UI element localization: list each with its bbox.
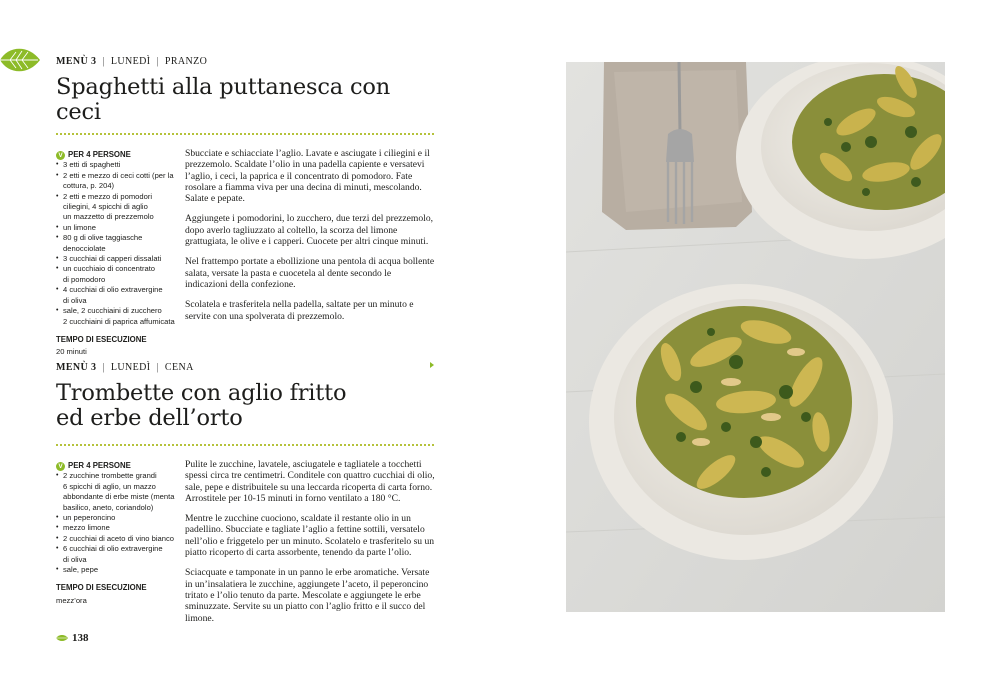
ingredient-item: di oliva bbox=[63, 554, 87, 564]
ingredient-item: 6 spicchi di aglio, un mazzo bbox=[63, 481, 156, 491]
step-paragraph: Scolatela e trasferitela nella padella, saltate per un minuto e servite con una spolverata di prezzemolo. bbox=[185, 299, 414, 322]
servings-label: PER 4 PERSONE bbox=[68, 150, 131, 159]
step-paragraph: Nel frattempo portate a ebollizione una pentola di acqua bollente salata, versate la pasta e cuocetela al dente secondo le indicazioni della confezione. bbox=[185, 256, 435, 290]
menu-label: MENÙ 3 bbox=[56, 362, 97, 373]
page-number bbox=[56, 632, 89, 644]
ingredient-item: • un cucchiaio di concentrato bbox=[56, 264, 178, 274]
time-value: mezz’ora bbox=[56, 595, 87, 605]
recipe-1-menu-line: MENÙ 3 | LUNEDÌ | PRANZO bbox=[56, 56, 208, 67]
ingredient-item: • 2 zucchine trombette grandi bbox=[56, 471, 178, 481]
ingredient-item: • 2 cucchiai di aceto di vino bianco bbox=[56, 534, 178, 544]
servings-label: PER 4 PERSONE bbox=[68, 461, 131, 470]
ingredient-item: • 80 g di olive taggiasche bbox=[56, 233, 178, 243]
ingredient-item: • 6 cucchiai di olio extravergine bbox=[56, 544, 178, 554]
servings bbox=[56, 461, 178, 471]
dotted-divider bbox=[56, 133, 434, 135]
dotted-divider bbox=[56, 444, 434, 446]
step-paragraph: Pulite le zucchine, lavatele, asciugatele e tagliatele a tocchetti spessi circa tre centimetri. Conditele con quattro cucchiai di olio, sale, pepe e distribuitele su una leccarda ricoperta di carta forno. Arrostitele per 10-15 minuti in forno ventilato a 180 °C. bbox=[185, 459, 435, 504]
step-paragraph: Mentre le zucchine cuociono, scaldate il restante olio in un padellino. Sbucciate e tagliate l’aglio a fettine sottili, versatelo nell’olio e friggetelo per un minuto. Scolatelo e trasferitelo su un piatto ricoperto di carta assorbente, tenendo da parte l’olio. bbox=[185, 513, 435, 559]
ingredient-item: • 4 cucchiai di olio extravergine bbox=[56, 285, 178, 295]
servings bbox=[56, 150, 178, 160]
ingredient-item: • un peperoncino bbox=[56, 513, 178, 523]
food-photo-illustration bbox=[566, 62, 945, 612]
time-value: 20 minuti bbox=[56, 347, 87, 357]
ingredient-item: • 2 etti e mezzo di ceci cotti (per la bbox=[56, 171, 178, 181]
recipe-1-steps bbox=[185, 148, 435, 331]
ingredient-item: basilico, aneto, coriandolo) bbox=[63, 502, 154, 512]
step-paragraph: Sciacquate e tamponate in un panno le erbe aromatiche. Versate in un’insalatiera le zucchine, aggiungete l’aceto, il peperoncino tritato e l’olio tenuto da parte. Mescolate e aggiungete le erbe sminuzzate. Servite su un piatto con l’aglio fritto e il succo del limone. bbox=[185, 567, 430, 624]
day-label: LUNEDÌ bbox=[110, 56, 151, 67]
vegetarian-badge-icon: V bbox=[56, 462, 65, 471]
meal-label: PRANZO bbox=[164, 56, 208, 67]
recipe-2-ingredients bbox=[56, 461, 178, 606]
small-leaf-icon bbox=[56, 634, 68, 642]
recipe-1 bbox=[56, 56, 435, 357]
ingredient-item: un mazzetto di prezzemolo bbox=[63, 212, 154, 222]
day-label: LUNEDÌ bbox=[110, 362, 151, 373]
ingredient-list bbox=[56, 471, 178, 575]
recipe-1-title: Spaghetti alla puttanesca con ceci bbox=[56, 74, 390, 125]
ingredient-item: abbondante di erbe miste (menta bbox=[63, 492, 175, 502]
title-line: Trombette con aglio fritto bbox=[56, 380, 347, 406]
ingredient-item: • sale, 2 cucchiaini di zucchero bbox=[56, 306, 178, 316]
ingredient-item: ciliegini, 4 spicchi di aglio bbox=[63, 202, 148, 212]
time-label: TEMPO DI ESECUZIONE bbox=[56, 334, 147, 344]
vegetarian-badge-icon: V bbox=[56, 151, 65, 160]
recipe-2 bbox=[56, 362, 435, 624]
recipe-2-steps bbox=[185, 459, 435, 633]
ingredient-item: • sale, pepe bbox=[56, 565, 178, 575]
menu-label: MENÙ 3 bbox=[56, 56, 97, 67]
step-paragraph: Sbucciate e schiacciate l’aglio. Lavate e asciugate i ciliegini e il prezzemolo. Scaldate l’olio in una padella capiente e versatevi l’aglio, i ceci, la paprica e il concentrato di pomodoro. Fate rosolare a fiamma viva per una decina di minuti, mescolando. Salate e pepate. bbox=[185, 148, 430, 205]
ingredient-item: • 2 etti e mezzo di pomodori bbox=[56, 192, 178, 202]
ingredient-item: di oliva bbox=[63, 295, 87, 305]
meal-label: CENA bbox=[164, 362, 194, 373]
ingredient-list bbox=[56, 160, 178, 327]
food-photo bbox=[566, 62, 945, 612]
leaf-icon bbox=[0, 44, 40, 76]
ingredient-item: denocciolate bbox=[63, 243, 106, 253]
ingredient-item: • mezzo limone bbox=[56, 523, 178, 533]
recipe-2-menu-line: MENÙ 3 | LUNEDÌ | CENA bbox=[56, 362, 194, 373]
ingredient-item: 2 cucchiaini di paprica affumicata bbox=[63, 316, 175, 326]
title-line: ed erbe dell’orto bbox=[56, 405, 243, 431]
page-number-label: 138 bbox=[72, 632, 89, 644]
recipe-2-title bbox=[56, 381, 434, 431]
ingredient-item: • un limone bbox=[56, 223, 178, 233]
ingredient-item: di pomodoro bbox=[63, 274, 106, 284]
ingredient-item: • 3 etti di spaghetti bbox=[56, 160, 178, 170]
recipe-1-ingredients bbox=[56, 150, 178, 358]
ingredient-item: • 3 cucchiai di capperi dissalati bbox=[56, 254, 178, 264]
step-paragraph: Aggiungete i pomodorini, lo zucchero, due terzi del prezzemolo, dopo averlo tagliuzzato al coltello, la scorza del limone grattugiata, le olive e i capperi. Cuocete per altri cinque minuti. bbox=[185, 213, 434, 248]
ingredient-item: cottura, p. 204) bbox=[63, 181, 115, 191]
time-label: TEMPO DI ESECUZIONE bbox=[56, 583, 147, 593]
